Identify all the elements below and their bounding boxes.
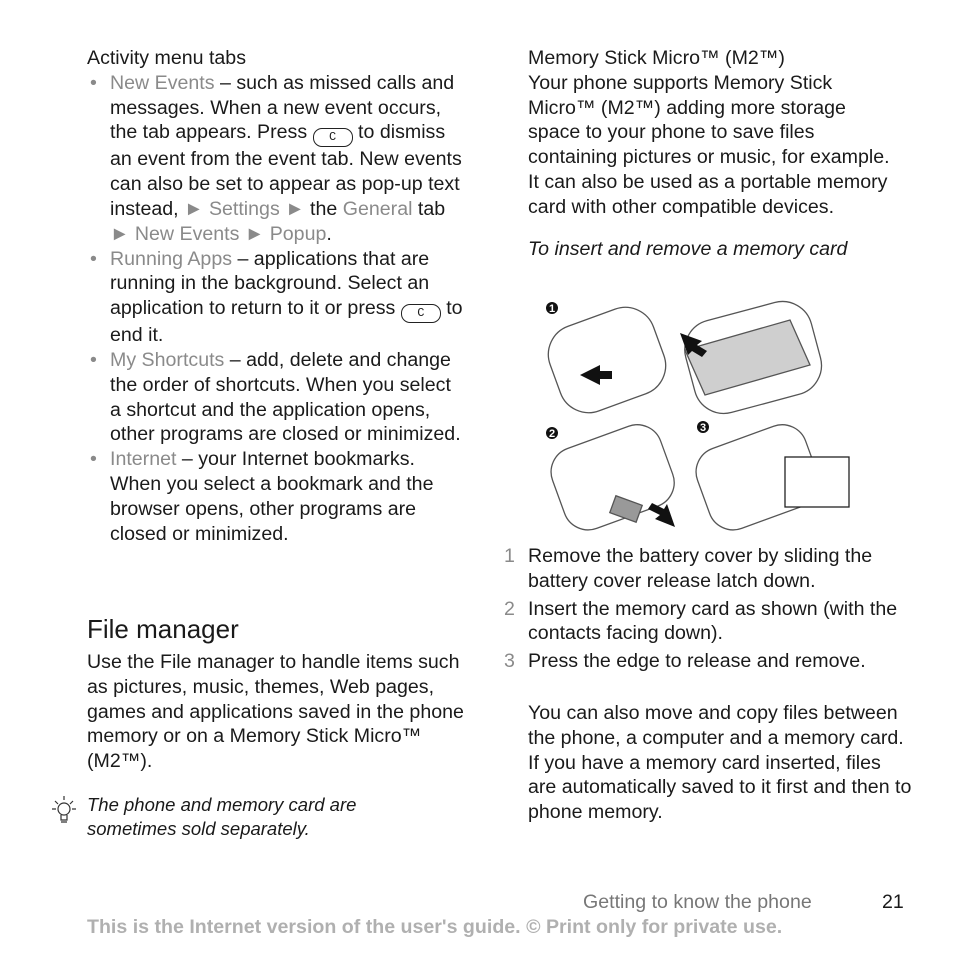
- step-text: Insert the memory card as shown (with the contacts facing down).: [528, 597, 898, 645]
- steps-list: [504, 544, 918, 674]
- activity-tabs-heading: Activity menu tabs: [87, 47, 246, 69]
- step-item: [504, 649, 918, 674]
- internet-version-notice: This is the Internet version of the user's guide. © Print only for private use.: [87, 916, 783, 938]
- step-item: [504, 544, 918, 594]
- item-text: – add, delete and change the order of shortcuts. When you select a shortcut and the application opens, other programs are closed or minimized.: [110, 348, 461, 446]
- page-number: 21: [882, 891, 904, 913]
- right-column: [528, 46, 918, 261]
- c-key-icon: C: [313, 128, 353, 147]
- c-key-icon: C: [401, 304, 441, 323]
- step-number: 2: [504, 597, 515, 620]
- arrow-icon: ►: [244, 222, 265, 245]
- arrow-icon: [648, 503, 675, 527]
- menu-term: Internet: [110, 448, 177, 471]
- chapter-name: Getting to know the phone: [583, 891, 812, 913]
- menu-path-settings: Settings: [208, 197, 280, 220]
- item-text: – applications that are running in the background. Select an application to return to it or press: [110, 247, 430, 320]
- arrow-icon: ►: [184, 197, 204, 220]
- list-item: • New Events – such as missed calls and messages. When a new event occurs, the tab appears. Press C to dismiss an event from the event tab. New events can also be set to appear as pop-up text instead, ► Settings ► the General tab ► New Events ► Popup.: [90, 71, 462, 245]
- item-text: – such as missed calls and messages. When a new event occurs, the tab appears. Press: [110, 71, 455, 144]
- left-column: [87, 46, 467, 546]
- step-text: Press the edge to release and remove.: [528, 650, 866, 673]
- path-text: tab: [412, 197, 446, 220]
- step-text: Remove the battery cover by sliding the battery cover release latch down.: [528, 545, 873, 592]
- memory-stick-intro: Your phone supports Memory Stick Micro™ (M2™) adding more storage space to your phone to save files containing pictures or music, for example. It can also be used as a portable memory card with other compatible devices.: [528, 71, 890, 218]
- item-text: to dismiss an event from the event tab. New events can also be set to appear as pop-up text instead,: [110, 121, 462, 220]
- phone-outline: [540, 299, 674, 421]
- list-item: [87, 447, 467, 546]
- item-text: – your Internet bookmarks. When you select a bookmark and the browser opens, other programs are closed or minimized.: [110, 448, 434, 545]
- bullet-marker: •: [90, 247, 97, 270]
- menu-term: New Events: [110, 71, 215, 94]
- memory-stick-heading: Memory Stick Micro™ (M2™): [528, 47, 785, 69]
- tip-text: The phone and memory card are sometimes sold separately.: [87, 794, 357, 839]
- section-body: Use the File manager to handle items such as pictures, music, themes, Web pages, games and applications saved in the phone memory or on a Memory Stick Micro™ (M2™).: [87, 651, 464, 773]
- memory-card-illustration: [540, 295, 860, 535]
- lightbulb-icon: [50, 793, 78, 834]
- detail-inset: [785, 457, 849, 507]
- arrow-icon: ►: [285, 197, 305, 220]
- step-number: 3: [504, 650, 515, 673]
- menu-term: Running Apps: [110, 247, 233, 270]
- figure-label: 3: [699, 422, 707, 434]
- path-text: the: [304, 197, 343, 220]
- figure-label: 1: [548, 303, 556, 315]
- bullet-marker: •: [90, 448, 97, 471]
- menu-path-new-events: New Events: [134, 222, 240, 245]
- figure-label: 2: [548, 428, 556, 440]
- menu-path-general: General: [342, 197, 413, 220]
- procedure-title: To insert and remove a memory card: [528, 237, 848, 260]
- menu-path-popup: Popup: [269, 222, 327, 245]
- arrow-icon: ►: [110, 222, 130, 245]
- list-item: [87, 348, 467, 447]
- section-title: File manager: [87, 614, 239, 644]
- step-item: [504, 597, 918, 647]
- list-item: [87, 247, 467, 348]
- step-number: 1: [504, 545, 515, 567]
- menu-term: My Shortcuts: [110, 348, 225, 371]
- item-text: to end it.: [110, 297, 463, 347]
- bullet-marker: •: [90, 71, 97, 94]
- closing-paragraph: You can also move and copy files between the phone, a computer and a memory card. If you have a memory card inserted, files are automatically saved to it first and then to phone memory.: [528, 702, 912, 824]
- bullet-marker: •: [90, 348, 97, 371]
